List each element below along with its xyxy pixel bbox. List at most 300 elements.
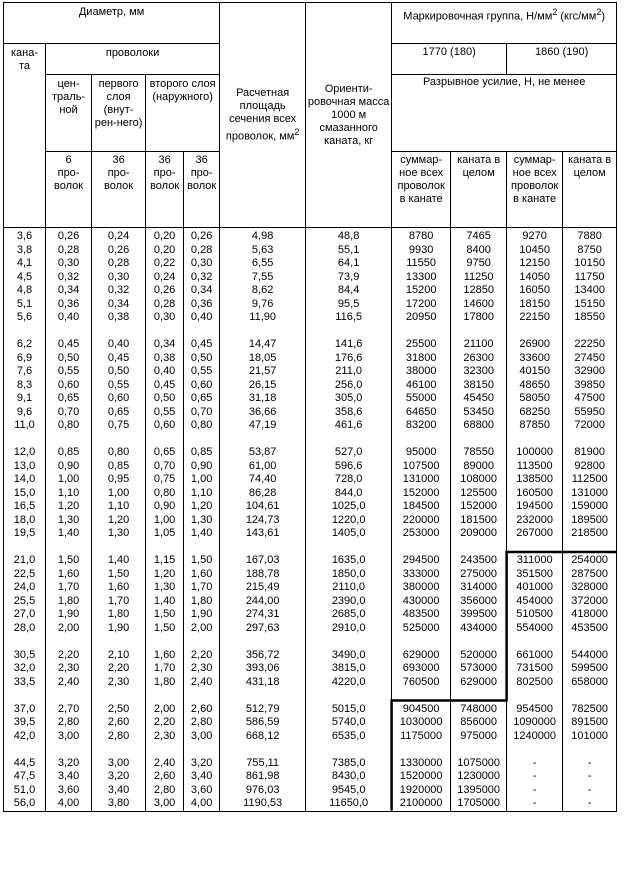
- cell-mass: 2110,0: [332, 581, 366, 593]
- cell-rope-1860: 254000: [571, 554, 608, 566]
- cell-rope-1860: 372000: [571, 594, 608, 607]
- cell-first-layer: 1,10: [107, 500, 130, 512]
- cell-rope-1770: 399500: [460, 608, 497, 620]
- cell-rope-1770: 26300: [463, 351, 494, 364]
- cell-second-b: 0,50: [190, 351, 213, 364]
- cell-area: 86,28: [248, 486, 277, 499]
- group-gap: [392, 433, 450, 447]
- cell-second-b: 2,20: [190, 648, 213, 661]
- cell-first-layer: 1,60: [107, 581, 130, 593]
- cell-sum-1770: 55000: [405, 392, 437, 404]
- cell-rope-diameter: 5,6: [16, 311, 33, 323]
- cell-sum-1770: 760500: [402, 675, 440, 688]
- cell-first-layer: 0,65: [107, 405, 130, 418]
- group-gap: [306, 325, 391, 339]
- cell-first-layer: 1,70: [107, 594, 130, 607]
- group-gap: [507, 433, 562, 447]
- cell-area: 6,55: [251, 257, 274, 269]
- cell-rope-diameter: 44,5: [13, 756, 36, 769]
- cell-rope-1860: 453500: [571, 621, 608, 634]
- cell-mass: 48,8: [337, 230, 360, 242]
- cell-sum-1860: 12150: [519, 257, 550, 269]
- header-breaking: Разрывное усилие, Н, не менее: [392, 75, 617, 152]
- cell-second-a: 0,75: [153, 473, 176, 485]
- header-central: цен-траль-ной: [46, 75, 92, 152]
- header-diameter: Диаметр, мм: [4, 3, 220, 44]
- cell-rope-1770: 12850: [463, 284, 494, 296]
- cell-rope-diameter: 4,1: [16, 257, 33, 269]
- cell-second-b: 2,00: [190, 621, 213, 634]
- cell-rope-diameter: 15,0: [13, 486, 36, 499]
- group-gap: [146, 743, 183, 757]
- cell-rope-diameter: 3,8: [16, 243, 33, 256]
- cell-mass: 5740,0: [331, 716, 366, 728]
- cell-central: 1,30: [57, 513, 80, 526]
- cell-central: 1,60: [57, 567, 80, 580]
- group-gap: [563, 743, 616, 757]
- cell-rope-1860: 13400: [574, 284, 605, 296]
- cell-rope-1770: 9750: [466, 257, 491, 269]
- cell-sum-1860: -: [532, 756, 537, 769]
- cell-rope-1770: 629000: [460, 675, 497, 688]
- cell-sum-1770: 38000: [405, 365, 437, 377]
- group-gap: [306, 541, 391, 555]
- group-gap: [220, 325, 305, 339]
- cell-central: 1,00: [57, 473, 80, 485]
- cell-sum-1770: 333000: [402, 567, 440, 580]
- cell-mass: 1220,0: [331, 513, 366, 526]
- cell-area: 14,47: [248, 338, 277, 350]
- cell-second-a: 0,40: [153, 365, 176, 377]
- cell-mass: 1025,0: [331, 500, 366, 512]
- group-gap: [184, 541, 219, 555]
- cell-rope-1770: 108000: [460, 473, 497, 485]
- cell-second-a: 1,30: [153, 581, 176, 593]
- cell-first-layer: 1,00: [107, 486, 130, 499]
- cell-second-a: 0,90: [153, 500, 176, 512]
- cell-second-b: 0,60: [190, 378, 213, 391]
- group-gap: [392, 541, 450, 555]
- cell-mass: 4220,0: [331, 675, 366, 688]
- cell-rope-1770: 45450: [463, 392, 494, 404]
- cell-first-layer: 0,26: [107, 243, 130, 256]
- rope-spec-table: [3, 2, 617, 812]
- cell-sum-1770: 294500: [402, 554, 440, 566]
- cell-sum-1860: 138500: [516, 473, 553, 485]
- cell-second-b: 1,00: [190, 473, 213, 485]
- cell-mass: 176,6: [334, 351, 363, 364]
- cell-mass: 305,0: [334, 392, 363, 404]
- col-mass: [306, 228, 392, 812]
- cell-area: 274,31: [245, 608, 280, 620]
- cell-rope-diameter: 42,0: [13, 729, 36, 742]
- group-gap: [563, 541, 616, 555]
- cell-rope-diameter: 37,0: [13, 702, 36, 715]
- cell-rope-1770: 975000: [460, 729, 497, 742]
- cell-mass: 141,6: [334, 338, 363, 350]
- cell-rope-1770: 434000: [460, 621, 497, 634]
- cell-sum-1770: 17200: [405, 297, 437, 310]
- col-sum-1860: [507, 228, 563, 812]
- group-gap: [92, 433, 145, 447]
- group-gap: [146, 635, 183, 649]
- cell-second-b: 1,10: [190, 486, 213, 499]
- cell-sum-1860: 33600: [519, 351, 550, 364]
- cell-rope-1860: 47500: [574, 392, 605, 404]
- cell-second-b: 2,30: [190, 662, 213, 674]
- group-gap: [392, 743, 450, 757]
- cell-area: 5,63: [251, 243, 274, 256]
- cell-rope-diameter: 33,5: [13, 675, 36, 688]
- group-gap: [4, 689, 45, 703]
- cell-first-layer: 0,95: [107, 473, 130, 485]
- cell-sum-1770: 20950: [405, 311, 437, 323]
- cell-rope-1860: 55950: [574, 405, 605, 418]
- group-gap: [306, 743, 391, 757]
- group-gap: [392, 689, 450, 703]
- cell-second-a: 1,70: [153, 662, 176, 674]
- cell-sum-1770: 1330000: [399, 756, 443, 769]
- group-gap: [392, 635, 450, 649]
- cell-second-b: 1,60: [190, 567, 213, 580]
- group-gap: [507, 325, 562, 339]
- col-rope-diameter: [4, 228, 46, 812]
- cell-second-a: 1,50: [153, 621, 176, 634]
- cell-mass: 95,5: [337, 297, 360, 310]
- cell-first-layer: 2,60: [107, 716, 130, 728]
- cell-second-a: 0,60: [153, 419, 176, 431]
- cell-mass: 844,0: [334, 486, 363, 499]
- cell-second-a: 2,40: [153, 756, 176, 769]
- cell-rope-diameter: 19,5: [13, 527, 36, 539]
- cell-mass: 73,9: [337, 270, 360, 283]
- cell-sum-1860: 18150: [519, 297, 550, 310]
- cell-sum-1770: 1920000: [399, 783, 443, 796]
- cell-rope-1770: 78550: [463, 446, 494, 458]
- cell-second-a: 2,30: [153, 729, 176, 742]
- cell-sum-1770: 483500: [402, 608, 440, 620]
- cell-sum-1860: 351500: [516, 567, 553, 580]
- cell-central: 0,55: [57, 365, 80, 377]
- cell-area: 47,19: [248, 419, 277, 431]
- header-count-first: 36 про-волок: [92, 152, 146, 228]
- cell-rope-1860: 7880: [577, 230, 602, 242]
- cell-rope-1770: 748000: [460, 702, 497, 715]
- cell-rope-diameter: 21,0: [13, 554, 36, 566]
- cell-area: 393,06: [245, 662, 280, 674]
- cell-area: 1190,53: [243, 797, 283, 809]
- cell-central: 0,50: [57, 351, 80, 364]
- cell-mass: 9545,0: [331, 783, 366, 796]
- cell-sum-1770: 2100000: [399, 797, 443, 809]
- cell-second-a: 3,00: [153, 797, 176, 809]
- cell-sum-1770: 31800: [405, 351, 437, 364]
- group-gap: [184, 433, 219, 447]
- cell-second-b: 0,65: [190, 392, 213, 404]
- cell-area: 188,78: [245, 567, 280, 580]
- cell-rope-diameter: 6,2: [16, 338, 33, 350]
- cell-second-b: 0,34: [190, 284, 213, 296]
- cell-central: 0,60: [57, 378, 80, 391]
- cell-sum-1860: -: [532, 770, 537, 782]
- group-gap: [563, 325, 616, 339]
- cell-central: 3,60: [57, 783, 80, 796]
- cell-mass: 527,0: [334, 446, 363, 458]
- cell-central: 0,90: [57, 459, 80, 472]
- cell-area: 976,03: [245, 783, 280, 796]
- group-gap: [4, 541, 45, 555]
- cell-rope-1860: 72000: [574, 419, 605, 431]
- cell-rope-1860: 599500: [571, 662, 608, 674]
- cell-sum-1860: 232000: [516, 513, 553, 526]
- cell-first-layer: 0,28: [107, 257, 130, 269]
- cell-area: 61,00: [248, 459, 277, 472]
- cell-first-layer: 1,90: [107, 621, 130, 634]
- cell-rope-diameter: 47,5: [13, 770, 36, 782]
- cell-rope-1860: 11750: [574, 270, 605, 283]
- cell-second-b: 2,40: [190, 675, 213, 688]
- cell-mass: 461,6: [334, 419, 363, 431]
- cell-second-a: 0,34: [153, 338, 176, 350]
- cell-second-a: 1,15: [153, 554, 176, 566]
- cell-first-layer: 0,50: [107, 365, 130, 377]
- cell-central: 1,80: [57, 594, 80, 607]
- cell-second-a: 0,50: [153, 392, 176, 404]
- cell-second-b: 1,80: [190, 594, 213, 607]
- cell-mass: 84,4: [337, 284, 360, 296]
- group-gap: [46, 689, 91, 703]
- cell-central: 0,26: [57, 230, 80, 242]
- cell-rope-diameter: 11,0: [14, 419, 35, 431]
- cell-central: 0,70: [57, 405, 80, 418]
- cell-mass: 5015,0: [331, 702, 366, 715]
- cell-central: 3,00: [57, 729, 80, 742]
- cell-sum-1860: 802500: [516, 675, 553, 688]
- cell-rope-1770: 14600: [463, 297, 494, 310]
- cell-rope-1860: 18550: [574, 311, 605, 323]
- cell-rope-1770: 152000: [460, 500, 497, 512]
- header-wires: проволоки: [46, 44, 220, 75]
- cell-rope-1860: 218500: [571, 527, 608, 539]
- cell-mass: 64,1: [337, 257, 360, 269]
- cell-mass: 1850,0: [331, 567, 366, 580]
- cell-rope-diameter: 25,5: [13, 594, 36, 607]
- cell-sum-1770: 904500: [402, 702, 440, 715]
- cell-central: 2,80: [57, 716, 80, 728]
- cell-mass: 8430,0: [331, 770, 366, 782]
- cell-central: 0,65: [57, 392, 80, 404]
- group-gap: [92, 635, 145, 649]
- cell-first-layer: 1,30: [107, 527, 130, 539]
- group-gap: [507, 743, 562, 757]
- cell-rope-1860: 658000: [571, 675, 608, 688]
- cell-first-layer: 1,40: [107, 554, 130, 566]
- cell-second-b: 1,40: [190, 527, 213, 539]
- cell-sum-1860: -: [532, 797, 537, 809]
- cell-area: 143,61: [245, 527, 280, 539]
- cell-rope-diameter: 4,5: [16, 270, 33, 283]
- table-body: [4, 228, 617, 812]
- cell-first-layer: 2,10: [107, 648, 130, 661]
- cell-second-a: 1,00: [153, 513, 176, 526]
- cell-second-a: 2,20: [153, 716, 176, 728]
- cell-first-layer: 1,50: [107, 567, 130, 580]
- cell-second-a: 0,38: [153, 351, 176, 364]
- header-count-central: 6 про-волок: [46, 152, 92, 228]
- cell-second-b: 1,30: [190, 513, 213, 526]
- cell-rope-diameter: 13,0: [13, 459, 36, 472]
- cell-rope-1770: 181500: [460, 513, 497, 526]
- group-gap: [220, 635, 305, 649]
- cell-sum-1770: 46100: [405, 378, 437, 391]
- cell-rope-1860: 15150: [574, 297, 605, 310]
- header-count-second-b: 36 про-волок: [184, 152, 220, 228]
- cell-rope-1860: -: [587, 756, 592, 769]
- cell-rope-1770: 7465: [466, 230, 491, 242]
- cell-first-layer: 1,20: [107, 513, 130, 526]
- cell-rope-1860: 10150: [574, 257, 605, 269]
- cell-second-a: 1,50: [153, 608, 176, 620]
- group-gap: [563, 433, 616, 447]
- cell-rope-diameter: 7,6: [16, 365, 33, 377]
- cell-sum-1860: 510500: [516, 608, 553, 620]
- cell-sum-1770: 107500: [402, 459, 440, 472]
- cell-rope-1860: 39850: [574, 378, 605, 391]
- cell-sum-1770: 380000: [402, 581, 440, 593]
- cell-second-b: 0,32: [190, 270, 213, 283]
- cell-second-b: 3,00: [190, 729, 213, 742]
- cell-first-layer: 0,85: [107, 459, 130, 472]
- cell-sum-1770: 184500: [402, 500, 440, 512]
- cell-central: 1,70: [57, 581, 80, 593]
- group-gap: [507, 689, 562, 703]
- cell-second-b: 3,40: [190, 770, 213, 782]
- cell-rope-1770: 1230000: [457, 770, 501, 782]
- col-sum-1770: [392, 228, 451, 812]
- cell-rope-1860: 287500: [571, 567, 608, 580]
- cell-second-b: 2,80: [190, 716, 213, 728]
- cell-rope-1770: 21100: [463, 338, 494, 350]
- cell-first-layer: 0,38: [107, 311, 130, 323]
- group-gap: [92, 689, 145, 703]
- cell-second-b: 0,28: [190, 243, 213, 256]
- cell-sum-1770: 220000: [402, 513, 440, 526]
- cell-second-b: 3,20: [190, 756, 213, 769]
- cell-rope-1860: 189500: [571, 513, 608, 526]
- cell-sum-1860: 554000: [516, 621, 553, 634]
- group-gap: [184, 635, 219, 649]
- cell-area: 356,72: [245, 648, 280, 661]
- group-gap: [92, 743, 145, 757]
- cell-central: 0,80: [57, 419, 80, 431]
- cell-area: 21,57: [248, 365, 277, 377]
- cell-mass: 728,0: [334, 473, 363, 485]
- group-gap: [507, 635, 562, 649]
- col-rope-1860: [563, 228, 617, 812]
- cell-sum-1770: 9930: [408, 243, 434, 256]
- header-grade-1860: 1860 (190): [507, 44, 617, 75]
- cell-central: 0,30: [57, 257, 80, 269]
- cell-rope-diameter: 56,0: [13, 797, 36, 809]
- group-gap: [184, 689, 219, 703]
- cell-central: 1,50: [57, 554, 80, 566]
- cell-rope-1860: 22250: [574, 338, 605, 350]
- header-rope-1770: каната в целом: [451, 152, 507, 228]
- cell-rope-1770: 1075000: [457, 756, 501, 769]
- cell-first-layer: 0,80: [107, 446, 130, 458]
- group-gap: [563, 635, 616, 649]
- cell-rope-diameter: 4,8: [16, 284, 33, 296]
- cell-first-layer: 0,30: [107, 270, 130, 283]
- cell-sum-1860: 401000: [516, 581, 553, 593]
- cell-rope-1770: 520000: [460, 648, 497, 661]
- cell-mass: 55,1: [337, 243, 360, 256]
- cell-rope-diameter: 12,0: [13, 446, 36, 458]
- cell-central: 1,20: [57, 500, 80, 512]
- cell-rope-1860: 8750: [577, 243, 602, 256]
- cell-rope-diameter: 30,5: [13, 648, 36, 661]
- group-gap: [392, 325, 450, 339]
- group-gap: [451, 325, 506, 339]
- cell-sum-1860: 267000: [516, 527, 553, 539]
- cell-central: 1,90: [57, 608, 80, 620]
- cell-rope-diameter: 8,3: [16, 378, 33, 391]
- cell-first-layer: 2,50: [107, 702, 130, 715]
- group-gap: [46, 743, 91, 757]
- cell-sum-1770: 64650: [405, 405, 437, 418]
- group-gap: [451, 433, 506, 447]
- cell-sum-1770: 1520000: [399, 770, 443, 782]
- cell-sum-1860: 22150: [519, 311, 550, 323]
- cell-area: 861,98: [245, 770, 280, 782]
- cell-rope-diameter: 16,5: [13, 500, 36, 512]
- cell-area: 31,18: [248, 392, 277, 404]
- cell-sum-1770: 629000: [402, 648, 440, 661]
- cell-rope-diameter: 39,5: [13, 716, 36, 728]
- cell-area: 124,73: [245, 513, 280, 526]
- cell-first-layer: 2,30: [107, 675, 130, 688]
- cell-sum-1860: 194500: [516, 500, 553, 512]
- header-rope: кана-та: [4, 44, 46, 228]
- group-gap: [451, 743, 506, 757]
- cell-sum-1770: 83200: [405, 419, 437, 431]
- cell-mass: 2390,0: [331, 594, 366, 607]
- cell-rope-1860: -: [587, 770, 592, 782]
- cell-central: 0,36: [57, 297, 80, 310]
- cell-rope-diameter: 27,0: [13, 608, 36, 620]
- cell-second-a: 1,40: [153, 594, 176, 607]
- cell-rope-1860: 112500: [571, 473, 608, 485]
- cell-sum-1860: 48650: [519, 378, 550, 391]
- cell-sum-1860: 1090000: [513, 716, 557, 728]
- cell-sum-1860: 731500: [516, 662, 553, 674]
- group-gap: [220, 689, 305, 703]
- cell-mass: 3490,0: [331, 648, 366, 661]
- cell-central: 2,00: [57, 621, 80, 634]
- cell-rope-diameter: 51,0: [13, 783, 36, 796]
- cell-mass: 1405,0: [331, 527, 366, 539]
- cell-mass: 596,6: [334, 459, 363, 472]
- cell-rope-1860: 101000: [571, 729, 608, 742]
- cell-second-a: 1,60: [153, 648, 176, 661]
- cell-sum-1860: 9270: [522, 230, 547, 242]
- cell-area: 74,40: [248, 473, 277, 485]
- cell-rope-diameter: 6,9: [16, 351, 33, 364]
- cell-second-b: 4,00: [190, 797, 213, 809]
- cell-rope-1860: 544000: [571, 648, 608, 661]
- cell-second-b: 0,26: [190, 230, 213, 242]
- cell-second-b: 1,70: [190, 581, 213, 593]
